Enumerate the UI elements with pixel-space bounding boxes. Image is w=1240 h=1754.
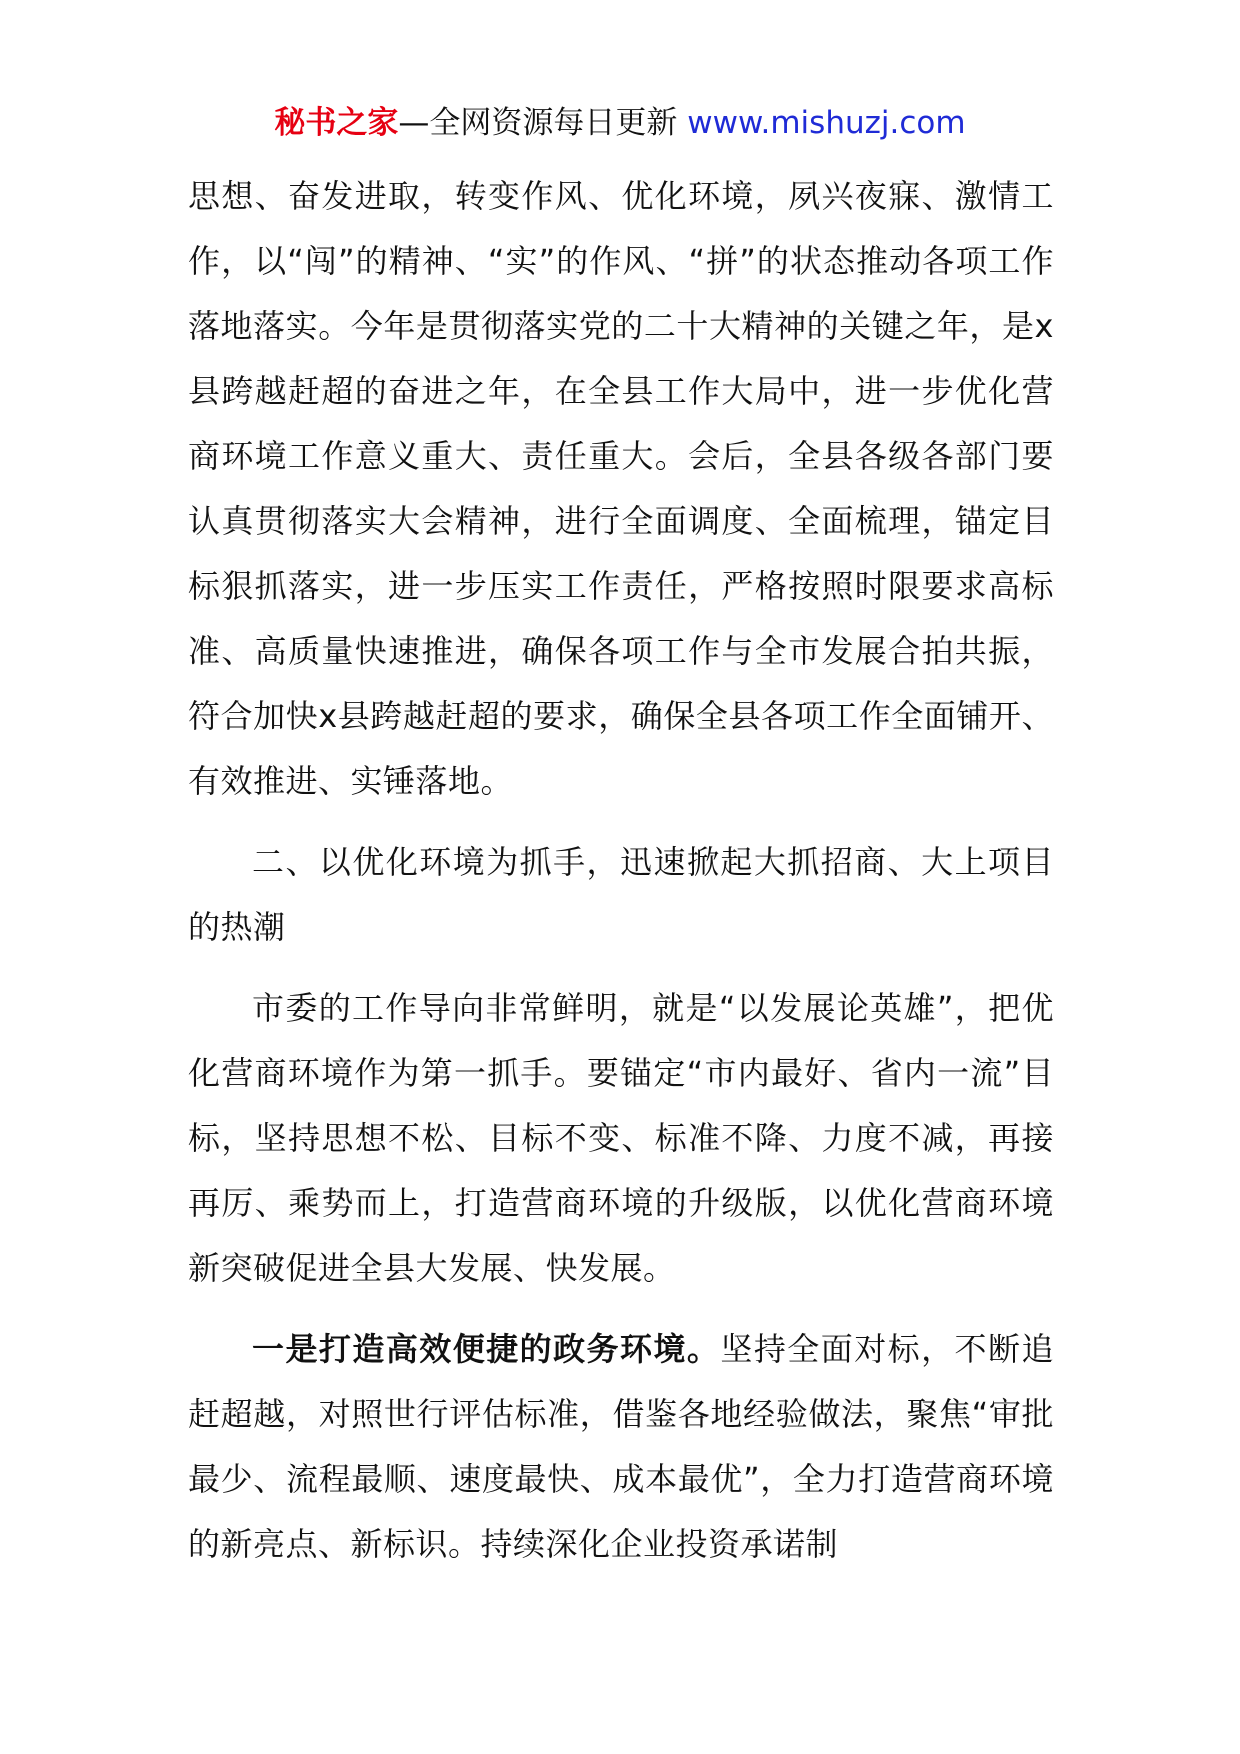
section-heading: 二、以优化环境为抓手，迅速掀起大抓招商、大上项目的热潮 [188,843,1054,946]
paragraph-continuation: 思想、奋发进取，转变作风、优化环境，夙兴夜寐、激情工作，以“闯”的精神、“实”的作风、“拼”的状态推动各项工作落地落实。今年是贯彻落实党的二十大精神的关键之年，是x县跨越赶超的奋进之年，在全县工作大局中，进一步优化营商环境工作意义重大、责任重大。会后，全县各级各部门要认真贯彻落实大会精神，进行全面调度、全面梳理，锚定目标狠抓落实，进一步压实工作责任，严格按照时限要求高标准、高质量快速推进，确保各项工作与全市发展合拍共振，符合加快x县跨越赶超的要求，确保全县各项工作全面铺开、有效推进、实锤落地。 [188,177,1054,800]
point-one-text: 坚持全面对标，不断追赶超越，对照世行评估标准，借鉴各地经验做法，聚焦“审批最少、流程最顺、速度最快、成本最优”，全力打造营商环境的新亮点、新标识。持续深化企业投资承诺制 [188,1330,1054,1563]
point-one-lead: 一是打造高效便捷的政务环境。 [252,1330,721,1368]
paragraph-intro: 市委的工作导向非常鲜明，就是“以发展论英雄”，把优化营商环境作为第一抓手。要锚定“市内最好、省内一流”目标，坚持思想不松、目标不变、标准不降、力度不减，再接再厉、乘势而上，打造营商环境的升级版，以优化营商环境新突破促进全县大发展、快发展。 [188,989,1054,1287]
document-body [188,164,1054,1577]
header-url-link[interactable]: www.mishuzj.com [687,105,966,141]
header-brand: 秘书之家 [274,105,399,141]
paragraph-point-one [188,1317,1054,1577]
page-header [0,100,1240,146]
header-tagline: —全网资源每日更新 [398,105,688,141]
